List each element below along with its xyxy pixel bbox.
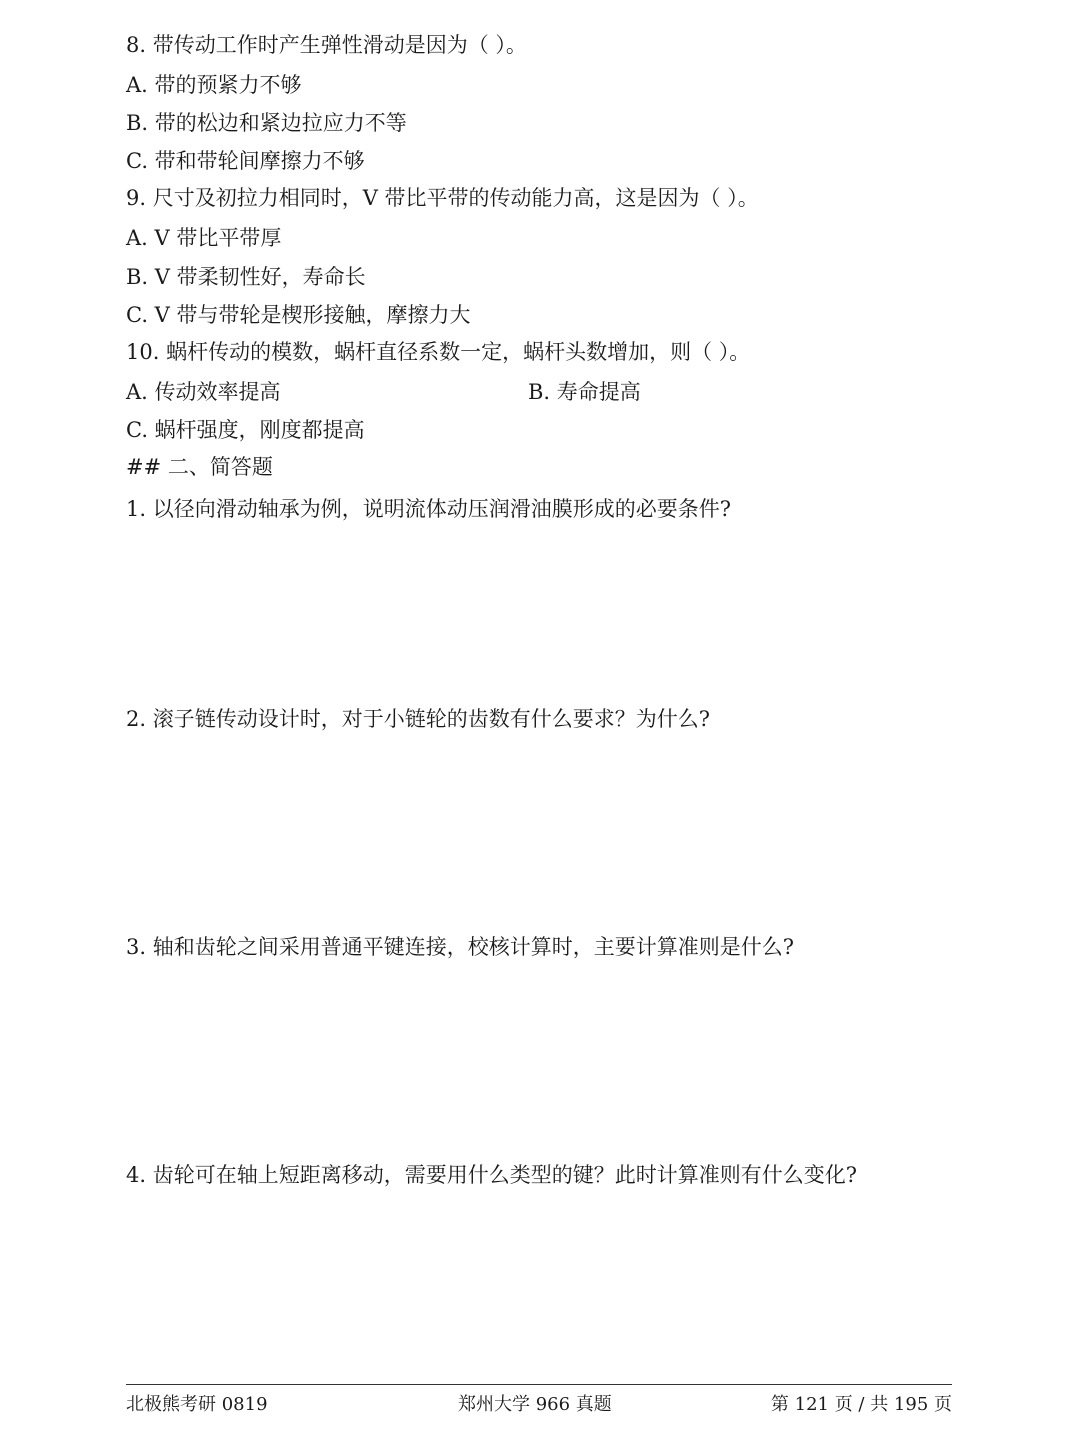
question-8-option-c: C. 带和带轮间摩擦力不够 xyxy=(126,149,365,173)
short-answer-question-3: 3. 轴和齿轮之间采用普通平键连接，校核计算时，主要计算准则是什么? xyxy=(126,935,794,959)
question-9-option-b: B. V 带柔韧性好，寿命长 xyxy=(126,265,366,289)
question-10-stem: 10. 蜗杆传动的模数，蜗杆直径系数一定，蜗杆头数增加，则（ ）。 xyxy=(126,340,751,364)
question-8-option-b: B. 带的松边和紧边拉应力不等 xyxy=(126,111,407,135)
short-answer-question-4: 4. 齿轮可在轴上短距离移动，需要用什么类型的键？此时计算准则有什么变化? xyxy=(126,1163,857,1187)
footer-divider xyxy=(126,1384,952,1385)
short-answer-question-2: 2. 滚子链传动设计时，对于小链轮的齿数有什么要求？为什么? xyxy=(126,707,710,731)
question-10-option-a: A. 传动效率提高 xyxy=(126,380,281,404)
footer-page-number: 第 121 页 / 共 195 页 xyxy=(770,1394,952,1415)
question-9-option-c: C. V 带与带轮是楔形接触，摩擦力大 xyxy=(126,303,471,327)
question-8-option-a: A. 带的预紧力不够 xyxy=(126,73,302,97)
short-answer-question-1: 1. 以径向滑动轴承为例，说明流体动压润滑油膜形成的必要条件? xyxy=(126,497,731,521)
question-9-option-a: A. V 带比平带厚 xyxy=(126,226,282,250)
question-9-stem: 9. 尺寸及初拉力相同时，V 带比平带的传动能力高，这是因为（ ）。 xyxy=(126,186,759,210)
question-10-option-c: C. 蜗杆强度，刚度都提高 xyxy=(126,418,365,442)
footer-title: 郑州大学 966 真题 xyxy=(458,1394,612,1415)
footer-source: 北极熊考研 0819 xyxy=(126,1394,268,1415)
section-heading: ## 二、简答题 xyxy=(126,455,273,479)
question-10-option-b: B. 寿命提高 xyxy=(528,380,641,404)
question-8-stem: 8. 带传动工作时产生弹性滑动是因为（ ）。 xyxy=(126,33,527,57)
